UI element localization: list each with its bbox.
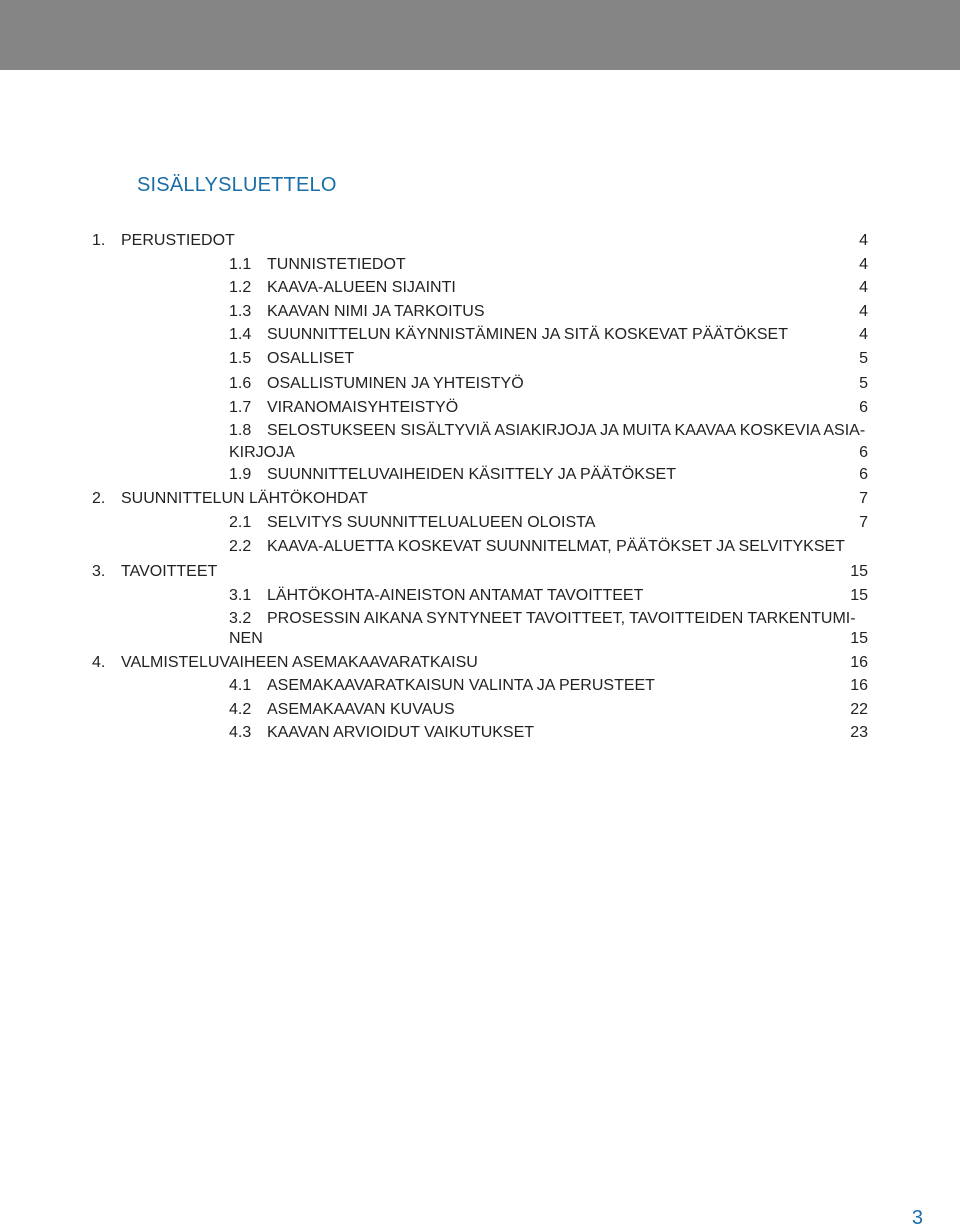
toc-entry-label: SUUNNITTELUVAIHEIDEN KÄSITTELY JA PÄÄTÖKSET (267, 466, 676, 483)
toc-entry-label: KAAVA-ALUEEN SIJAINTI (267, 279, 456, 296)
toc-entry-page: 4 (859, 326, 868, 343)
toc-entry-label: OSALLISET (267, 350, 355, 367)
toc-entry-number: 1.5 (229, 350, 252, 367)
toc-entry-label: SELOSTUKSEEN SISÄLTYVIÄ ASIAKIRJOJA JA MUITA KAAVAA KOSKEVIA ASIA- (267, 422, 866, 439)
toc-entry-label: PERUSTIEDOT (121, 232, 235, 249)
toc-entry-label: OSALLISTUMINEN JA YHTEISTYÖ (267, 375, 524, 392)
toc-entry-page: 4 (859, 232, 868, 249)
toc-entry-page: 5 (859, 375, 868, 392)
toc-entry-number: 1.7 (229, 399, 252, 416)
toc-entry-page: 6 (859, 399, 868, 416)
toc-title: SISÄLLYSLUETTELO (137, 174, 337, 196)
toc-entry-number: 3.1 (229, 587, 252, 604)
toc-entry-number: 2.2 (229, 538, 252, 555)
toc-entry-number: 4. (92, 654, 106, 671)
toc-entry-page: 4 (859, 279, 868, 296)
toc-entry-page: 6 (859, 466, 868, 483)
toc-entry-label: TAVOITTEET (121, 563, 218, 580)
toc-entry-label: ASEMAKAAVAN KUVAUS (267, 701, 455, 718)
toc-entry-label: SELVITYS SUUNNITTELUALUEEN OLOISTA (267, 514, 596, 531)
toc-entry-label: LÄHTÖKOHTA-AINEISTON ANTAMAT TAVOITTEET (267, 587, 644, 604)
toc-entry-number: 2. (92, 490, 106, 507)
toc-entry-label: KAAVAN NIMI JA TARKOITUS (267, 303, 485, 320)
toc-entry-number: 1.9 (229, 466, 252, 483)
toc-entry-page: 4 (859, 303, 868, 320)
toc-entry-page: 15 (850, 563, 868, 580)
toc-entry-page: 5 (859, 350, 868, 367)
toc-entry-number: 1.1 (229, 256, 252, 273)
toc-entry-page: 22 (850, 701, 868, 718)
toc-entry-label: KAAVA-ALUETTA KOSKEVAT SUUNNITELMAT, PÄÄTÖKSET JA SELVITYKSET (267, 538, 845, 555)
toc-entry-page: 23 (850, 724, 868, 741)
toc-entry-page: 16 (850, 677, 868, 694)
toc-entry-number: 1. (92, 232, 106, 249)
toc-entry-label: TUNNISTETIEDOT (267, 256, 406, 273)
page-number: 3 (911, 1207, 923, 1229)
toc-entry-number: 2.1 (229, 514, 252, 531)
toc-entry-number: 1.2 (229, 279, 252, 296)
toc-entry-label: VALMISTELUVAIHEEN ASEMAKAAVARATKAISU (121, 654, 478, 671)
toc-entry-page: 7 (859, 490, 868, 507)
toc-entry-number: 4.1 (229, 677, 252, 694)
toc-entry-number: 1.8 (229, 422, 252, 439)
toc-entry-label: VIRANOMAISYHTEISTYÖ (267, 399, 459, 416)
toc-entry-page: 15 (850, 630, 868, 647)
toc-entry-label-continued: KIRJOJA (229, 444, 295, 461)
toc-entry-number: 1.6 (229, 375, 252, 392)
toc-entry-page: 16 (850, 654, 868, 671)
toc-entry-page: 7 (859, 514, 868, 531)
toc-entry-number: 4.2 (229, 701, 252, 718)
toc-entry-label: PROSESSIN AIKANA SYNTYNEET TAVOITTEET, TAVOITTEIDEN TARKENTUMI- (267, 610, 856, 627)
toc-entry-page: 15 (850, 587, 868, 604)
toc-entry-label: SUUNNITTELUN LÄHTÖKOHDAT (121, 490, 368, 507)
toc-entry-label: ASEMAKAAVARATKAISUN VALINTA JA PERUSTEET (267, 677, 655, 694)
toc-entry-page: 6 (859, 444, 868, 461)
toc-entry-number: 4.3 (229, 724, 252, 741)
toc-entry-number: 1.4 (229, 326, 252, 343)
toc-entry-label: SUUNNITTELUN KÄYNNISTÄMINEN JA SITÄ KOSKEVAT PÄÄTÖKSET (267, 326, 788, 343)
toc-entry-number: 3. (92, 563, 106, 580)
toc-entry-page: 4 (859, 256, 868, 273)
toc-entry-label: KAAVAN ARVIOIDUT VAIKUTUKSET (267, 724, 535, 741)
toc-entry-number: 3.2 (229, 610, 252, 627)
toc-entry-number: 1.3 (229, 303, 252, 320)
toc-entry-label-continued: NEN (229, 630, 263, 647)
